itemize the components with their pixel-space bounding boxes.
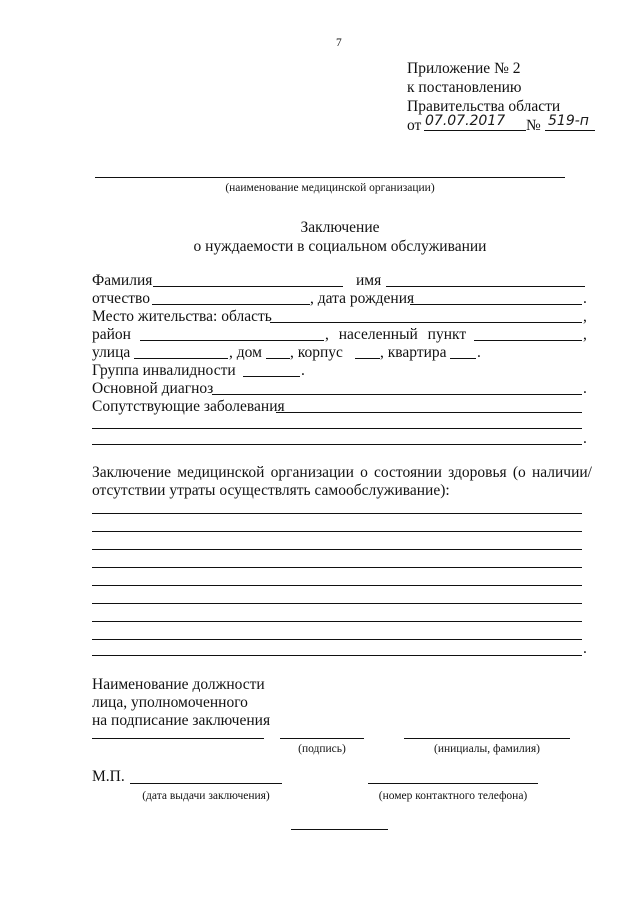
conclusion-text-line1: Заключение медицинской организации о состоянии здоровья (о наличии/ [92,464,592,481]
conclusion-line-2[interactable] [92,531,582,532]
birth-date-label: , дата рождения [310,290,415,307]
apartment-field[interactable] [450,358,476,359]
name-field[interactable] [386,286,585,287]
signatory-position-line1: Наименование должности [92,676,265,693]
date-underline [424,130,526,131]
house-field[interactable] [266,358,290,359]
period-mark: . [583,290,587,307]
residence-label: Место жительства: область [92,308,272,325]
house-label: , дом [229,344,262,361]
name-label: имя [356,272,382,289]
document-subtitle: о нуждаемости в социальном обслуживании [193,238,487,255]
patronymic-label: отчество [92,290,150,307]
comma-mark: , [583,326,587,343]
period-mark: . [477,344,481,361]
comma-mark: , [583,308,587,325]
appendix-government: Правительства области [407,98,561,115]
conclusion-line-4[interactable] [92,567,582,568]
org-name-line [95,177,565,178]
main-diagnosis-field[interactable] [212,394,582,395]
apartment-label: , квартира [380,344,447,361]
district-field[interactable] [140,340,324,341]
comorbidities-line-3[interactable] [92,444,582,445]
number-underline [545,130,595,131]
street-label: улица [92,344,131,361]
org-caption: (наименование медицинской организации) [225,182,435,194]
street-field[interactable] [134,358,228,359]
stamp-place-label: М.П. [92,768,125,785]
region-field[interactable] [270,322,582,323]
period-mark: . [583,640,587,657]
building-label: , корпус [290,344,343,361]
closing-rule [291,829,388,830]
comorbidities-label: Сопутствующие заболевания [92,398,285,415]
settlement-label: , населенный пункт [325,326,467,343]
disability-group-label: Группа инвалидности [92,362,236,379]
signatory-position-line2: лица, уполномоченного [92,694,248,711]
district-label: район [92,326,131,343]
appendix-date-prefix: от [407,117,422,134]
appendix-number-handwritten: 519-п [548,113,589,129]
signature-field[interactable] [280,738,364,739]
conclusion-text-line2: отсутствии утраты осуществлять самообслуживание): [92,482,450,499]
conclusion-line-5[interactable] [92,585,582,586]
conclusion-line-6[interactable] [92,603,582,604]
signatory-position-line3: на подписание заключения [92,712,271,729]
phone-caption: (номер контактного телефона) [378,790,528,802]
position-field[interactable] [92,738,264,739]
patronymic-field[interactable] [152,304,310,305]
comorbidities-line-2[interactable] [92,428,582,429]
period-mark: . [301,362,305,379]
initials-field[interactable] [404,738,570,739]
comorbidities-field[interactable] [276,412,582,413]
issue-date-field[interactable] [130,783,282,784]
disability-group-field[interactable] [243,376,300,377]
signature-caption: (подпись) [298,743,346,755]
conclusion-line-7[interactable] [92,621,582,622]
surname-label: Фамилия [92,272,153,289]
appendix-date-handwritten: 07.07.2017 [425,113,506,129]
page-number: 7 [336,37,342,49]
building-field[interactable] [355,358,380,359]
conclusion-line-8[interactable] [92,639,582,640]
document-title: Заключение [300,219,380,236]
appendix-resolution: к постановлению [407,79,522,96]
appendix-number-sign: № [526,117,541,134]
main-diagnosis-label: Основной диагноз [92,380,214,397]
phone-field[interactable] [368,783,538,784]
appendix-title: Приложение № 2 [407,60,521,77]
issue-date-caption: (дата выдачи заключения) [142,790,270,802]
period-mark: . [583,380,587,397]
period-mark: . [583,430,587,447]
birth-date-field[interactable] [410,304,582,305]
conclusion-line-3[interactable] [92,549,582,550]
conclusion-line-1[interactable] [92,513,582,514]
initials-caption: (инициалы, фамилия) [433,743,541,755]
surname-field[interactable] [153,286,343,287]
settlement-field[interactable] [474,340,582,341]
conclusion-line-9[interactable] [92,655,582,656]
